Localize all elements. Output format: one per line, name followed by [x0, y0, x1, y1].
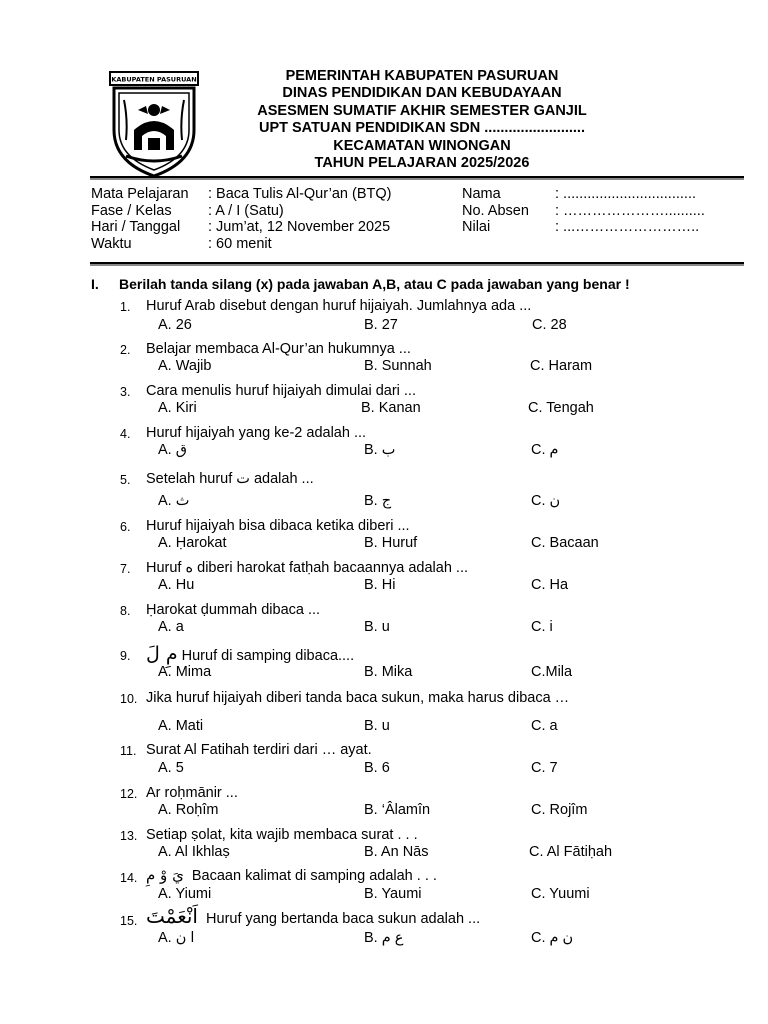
option-c[interactable]: C. م — [531, 442, 559, 458]
absen-field[interactable]: : ………………….......... — [555, 202, 705, 219]
info-value: : 60 menit — [208, 235, 272, 252]
option-c[interactable]: C. Ha — [531, 577, 569, 593]
info-labels-right — [462, 186, 529, 236]
option-b[interactable]: B. Mika — [364, 664, 413, 680]
option-a[interactable]: A. Wajib — [158, 358, 212, 374]
option-b[interactable]: B. Kanan — [361, 400, 421, 416]
info-label: No. Absen — [462, 202, 529, 219]
option-b[interactable]: B. ج — [364, 493, 392, 509]
question-number: 12. — [120, 787, 138, 801]
option-b[interactable]: B. 27 — [364, 317, 398, 333]
option-a[interactable]: A. Mima — [158, 664, 212, 680]
option-a[interactable]: A. a — [158, 619, 184, 635]
header-divider — [90, 176, 744, 178]
info-value: : A / I (Satu) — [208, 202, 284, 219]
question-text: Belajar membaca Al-Qur’an hukumnya ... — [146, 341, 411, 357]
question-number: 10. — [120, 692, 138, 706]
option-c[interactable]: C. Tengah — [528, 400, 594, 416]
nilai-field[interactable]: : ...…………………….. — [555, 219, 700, 235]
option-b[interactable]: B. Huruf — [364, 535, 418, 551]
question-text-body: Huruf yang bertanda baca sukun adalah ... — [206, 911, 481, 927]
question-text: Jika huruf hijaiyah diberi tanda baca sukun, maka harus dibaca … — [146, 690, 570, 706]
option-c[interactable]: C. 7 — [531, 760, 558, 776]
question-text — [146, 867, 437, 885]
option-a[interactable]: A. Al Ikhlaṣ — [158, 844, 230, 860]
option-a[interactable]: A. Kiri — [158, 400, 197, 416]
header-line: KECAMATAN WINONGAN — [333, 137, 511, 154]
info-label: Hari / Tanggal — [91, 219, 181, 235]
option-b[interactable]: B. 6 — [364, 760, 390, 776]
header-line: TAHUN PELAJARAN 2025/2026 — [314, 155, 530, 172]
option-a[interactable]: A. 5 — [158, 760, 184, 776]
option-a[interactable]: A. Hu — [158, 577, 195, 593]
question-text: Ar roḥmānir ... — [146, 785, 238, 801]
question-number: 11. — [120, 744, 137, 758]
question-text-body: Bacaan kalimat di samping adalah . . . — [191, 868, 437, 884]
question-text: Setelah huruf ت adalah ... — [146, 471, 314, 487]
document-header — [215, 68, 629, 172]
question-number: 7. — [120, 562, 131, 576]
info-values-left — [208, 186, 391, 252]
header-line: DINAS PENDIDIKAN DAN KEBUDAYAAN — [282, 85, 562, 102]
question-text: Setiap ṣolat, kita wajib membaca surat . . . — [146, 827, 418, 843]
info-value: : Jum’at, 12 November 2025 — [208, 219, 391, 235]
question-text-body: Huruf di samping dibaca.... — [181, 648, 355, 664]
option-b[interactable]: B. Yaumi — [364, 886, 422, 902]
option-a[interactable]: A. Yiumi — [158, 886, 212, 902]
svg-text:KABUPATEN PASURUAN: KABUPATEN PASURUAN — [111, 75, 197, 84]
option-a[interactable]: A. Ḥarokat — [158, 535, 227, 551]
option-b[interactable]: B. An Nās — [364, 844, 429, 860]
option-a[interactable]: A. 26 — [158, 317, 192, 333]
question-text: Huruf hijaiyah yang ke-2 adalah ... — [146, 425, 367, 441]
option-a[interactable]: A. ث — [158, 493, 190, 509]
option-c[interactable]: C. 28 — [532, 317, 567, 333]
question-number: 14. — [120, 871, 138, 885]
question-number: 13. — [120, 829, 138, 843]
question-text: Huruf Arab disebut dengan huruf hijaiyah. Jumlahnya ada ... — [146, 298, 532, 314]
option-c[interactable]: C. Rojîm — [531, 802, 588, 818]
option-c[interactable]: C. ن م — [531, 930, 574, 946]
question-number: 3. — [120, 385, 131, 399]
info-label: Mata Pelajaran — [91, 186, 189, 202]
question-number: 5. — [120, 473, 131, 487]
option-b[interactable]: B. Hi — [364, 577, 396, 593]
info-label: Nama — [462, 186, 501, 202]
option-b[interactable]: B. Sunnah — [364, 358, 432, 374]
question-number: 9. — [120, 649, 131, 663]
header-line: PEMERINTAH KABUPATEN PASURUAN — [285, 68, 559, 84]
option-b[interactable]: B. ب — [364, 442, 396, 458]
question-number: 8. — [120, 604, 131, 618]
question-text — [146, 904, 481, 928]
arabic-word: اَنْعَمْتَ — [146, 904, 198, 928]
option-c[interactable]: C.Mila — [531, 664, 573, 680]
info-value: : Baca Tulis Al-Qur’an (BTQ) — [208, 186, 392, 202]
section-instruction — [91, 276, 630, 292]
question-text: Cara menulis huruf hijaiyah dimulai dari ... — [146, 383, 416, 399]
question-text — [146, 643, 355, 665]
info-values-right — [555, 186, 705, 236]
question-number: 4. — [120, 427, 131, 441]
question-number: 15. — [120, 914, 138, 928]
info-divider — [90, 262, 744, 264]
question-text: Surat Al Fatihah terdiri dari … ayat. — [146, 742, 372, 758]
question-number: 6. — [120, 520, 131, 534]
info-label: Nilai — [462, 219, 491, 235]
option-c[interactable]: C. Al Fātiḥah — [529, 844, 613, 860]
option-a[interactable]: A. ا ن — [158, 930, 195, 946]
option-b[interactable]: B. ع م — [364, 930, 404, 946]
arabic-word: مِ لَ — [146, 643, 178, 665]
header-line: ASESMEN SUMATIF AKHIR SEMESTER GANJIL — [257, 102, 587, 119]
option-c[interactable]: C. Haram — [530, 358, 593, 374]
info-label: Fase / Kelas — [91, 202, 172, 219]
option-b[interactable]: B. u — [364, 718, 390, 734]
arabic-word: يَ وْ مِ — [146, 866, 184, 884]
question-text: Huruf hijaiyah bisa dibaca ketika diberi ... — [146, 518, 410, 534]
kabupaten-pasuruan-logo — [108, 70, 200, 178]
name-field[interactable]: : ................................. — [555, 186, 696, 202]
question-number: 2. — [120, 343, 131, 357]
question-text: Ḥarokat ḍummah dibaca ... — [146, 602, 321, 618]
option-a[interactable]: A. Mati — [158, 718, 204, 734]
option-c[interactable]: C. Yuumi — [531, 886, 590, 902]
option-b[interactable]: B. u — [364, 619, 390, 635]
instruction-text: Berilah tanda silang (x) pada jawaban A,B, atau C pada jawaban yang benar ! — [119, 276, 630, 292]
question-number: 1. — [120, 300, 131, 314]
option-a[interactable]: A. ق — [158, 442, 187, 458]
option-c[interactable]: C. Bacaan — [531, 535, 599, 551]
info-label: Waktu — [91, 235, 132, 252]
info-labels-left — [91, 186, 189, 252]
option-c[interactable]: C. ن — [531, 493, 561, 509]
question-text: Huruf ه diberi harokat fatḥah bacaannya adalah ... — [146, 560, 469, 576]
header-line: UPT SATUAN PENDIDIKAN SDN ......................... — [258, 120, 585, 137]
option-c[interactable]: C. i — [531, 619, 553, 635]
option-a[interactable]: A. Roḥîm — [158, 802, 219, 818]
option-b[interactable]: B. ‘Âlamîn — [364, 802, 431, 818]
option-c[interactable]: C. a — [531, 718, 558, 734]
section-numeral: I. — [91, 276, 99, 292]
